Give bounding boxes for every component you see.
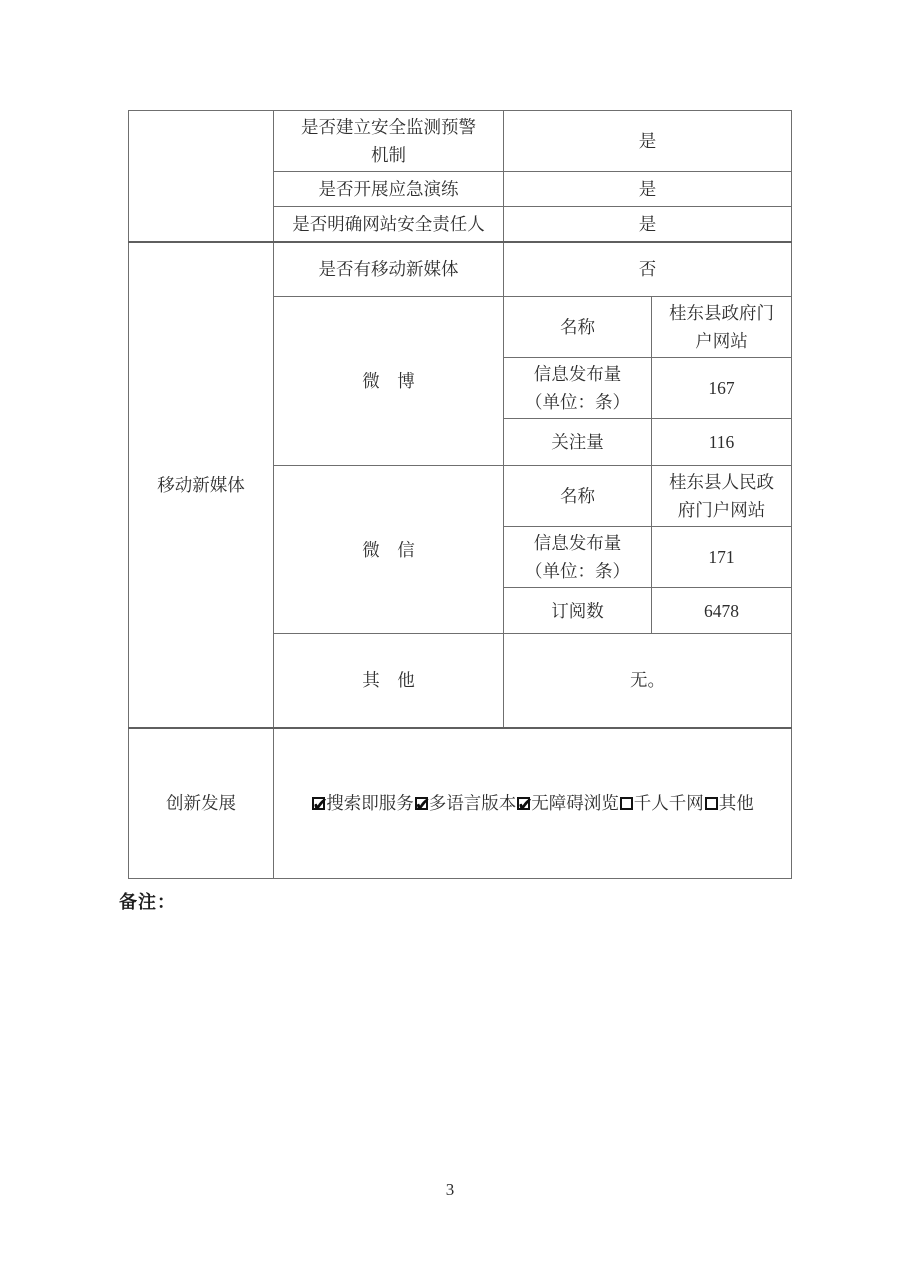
cell-label-weibo-name: 名称 <box>504 297 652 358</box>
page-number: 3 <box>445 1180 455 1199</box>
checkbox-accessibility-icon <box>517 797 530 810</box>
cell-label-wechat-subscribers: 订阅数 <box>504 588 652 634</box>
table-row <box>129 111 792 172</box>
cell-value-security-monitoring: 是 <box>504 111 792 172</box>
cell-label-security-monitoring <box>274 111 504 172</box>
cell-label-emergency-drill: 是否开展应急演练 <box>274 172 504 207</box>
cell-value-wechat-subscribers: 6478 <box>652 588 792 634</box>
cell-group-mobile-media: 移动新媒体 <box>129 242 274 728</box>
cell-value-weibo-posts: 167 <box>652 358 792 419</box>
cell-value-has-mobile-media: 否 <box>504 242 792 297</box>
cell-label-other-media: 其 他 <box>274 634 504 728</box>
cell-group-innovation: 创新发展 <box>129 728 274 879</box>
option-multilingual <box>414 789 517 817</box>
option-label: 多语言版本 <box>428 793 517 814</box>
label-text: 信息发布量 <box>533 533 622 553</box>
cell-label-has-mobile-media: 是否有移动新媒体 <box>274 242 504 297</box>
cell-label-security-responsible-person: 是否明确网站安全责任人 <box>274 207 504 242</box>
cell-label-weibo-posts <box>504 358 652 419</box>
cell-value-emergency-drill: 是 <box>504 172 792 207</box>
checkbox-personalized-portal-icon <box>620 797 633 810</box>
innovation-options-row <box>286 789 779 817</box>
cell-value-security-responsible-person: 是 <box>504 207 792 242</box>
cell-label-wechat-name: 名称 <box>504 466 652 527</box>
cell-platform-wechat: 微 信 <box>274 466 504 634</box>
label-text: 机制 <box>371 145 406 165</box>
label-text: （单位：条） <box>525 561 630 581</box>
annual-report-table <box>128 110 792 879</box>
cell-innovation-options <box>274 728 792 879</box>
checkbox-search-service-icon <box>312 797 325 810</box>
option-label: 千人千网 <box>633 793 704 814</box>
label-text: 是否建立安全监测预警 <box>301 117 476 137</box>
option-accessibility <box>516 789 619 817</box>
table-row <box>129 728 792 879</box>
remarks-label: 备注： <box>119 892 176 912</box>
cell-value-other-media: 无。 <box>504 634 792 728</box>
option-label: 无障碍浏览 <box>531 793 619 814</box>
checkbox-multilingual-icon <box>415 797 428 810</box>
option-other <box>704 789 754 817</box>
option-personalized-portal <box>619 789 704 817</box>
cell-label-wechat-posts <box>504 527 652 588</box>
cell-platform-weibo: 微 博 <box>274 297 504 466</box>
cell-value-weibo-followers: 116 <box>652 419 792 466</box>
cell-value-weibo-name: 桂东县政府门户网站 <box>652 297 792 358</box>
cell-value-wechat-name: 桂东县人民政府门户网站 <box>652 466 792 527</box>
option-search-service <box>311 789 414 817</box>
cell-value-wechat-posts: 171 <box>652 527 792 588</box>
option-label: 其他 <box>718 793 754 814</box>
cell-label-weibo-followers: 关注量 <box>504 419 652 466</box>
table-row <box>129 242 792 297</box>
option-label: 搜索即服务 <box>326 793 414 814</box>
label-text: 信息发布量 <box>533 364 622 384</box>
cell-group-blank <box>129 111 274 242</box>
label-text: （单位：条） <box>525 392 630 412</box>
checkbox-other-icon <box>705 797 718 810</box>
